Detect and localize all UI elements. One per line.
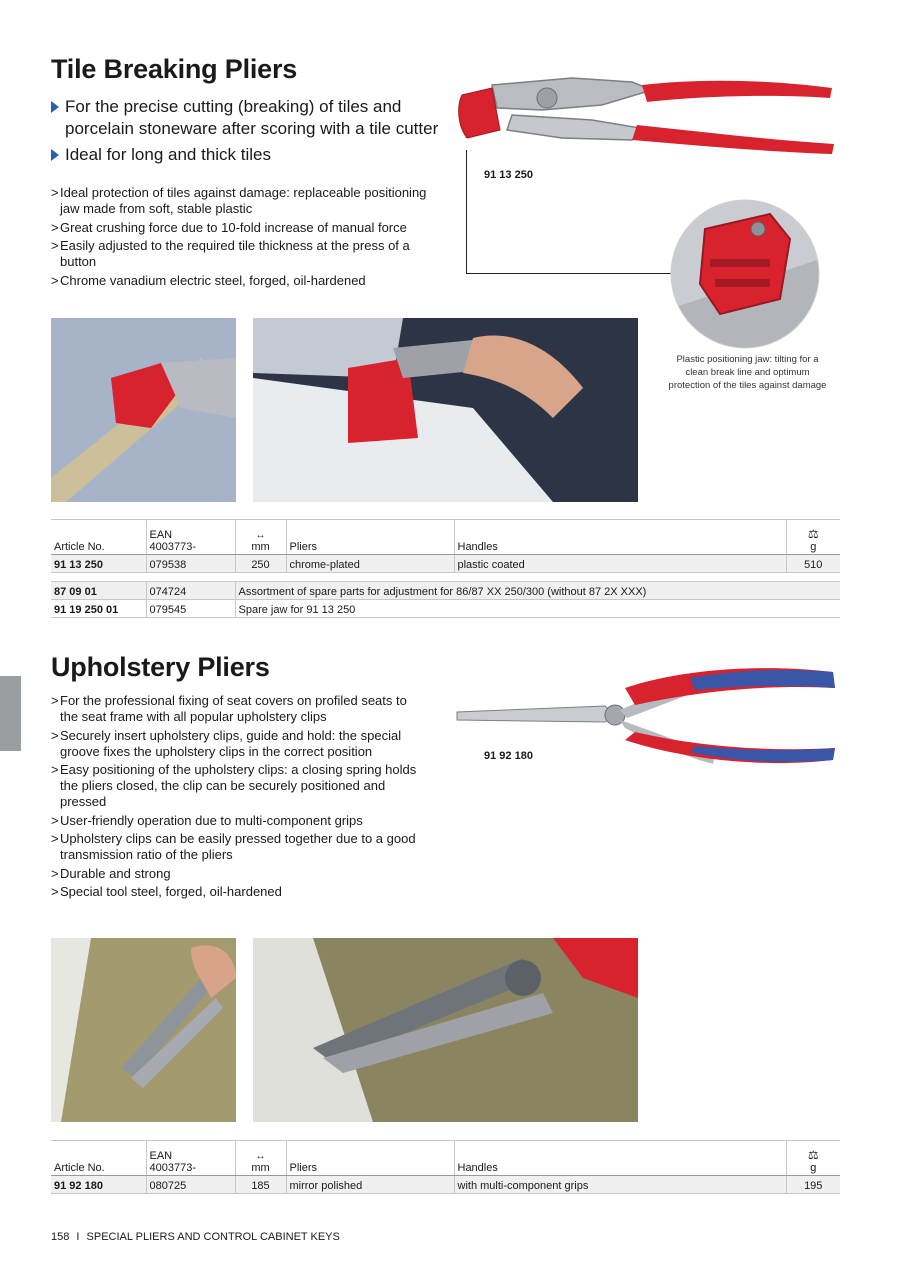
table-row: 91 19 250 01 079545 Spare jaw for 91 13 250	[51, 600, 840, 618]
page-footer	[51, 1231, 340, 1243]
jaw-detail-circle	[670, 199, 820, 349]
tile-section-title: Tile Breaking Pliers	[51, 54, 298, 84]
upholstery-photo-2	[253, 938, 638, 1122]
leader-line	[466, 273, 682, 274]
col-ean: EAN 4003773-	[146, 1141, 235, 1176]
length-arrow-icon: ↔	[255, 530, 266, 541]
tile-product-label: 91 13 250	[484, 169, 533, 181]
feature-item: > Upholstery clips can be easily pressed together due to a good transmission ratio of the pliers	[51, 831, 421, 863]
chapter-side-tab	[0, 676, 21, 751]
tile-photo-2	[253, 318, 638, 502]
feature-item: > For the professional fixing of seat covers on profiled seats to the seat frame with all popular upholstery clips	[51, 693, 421, 725]
feature-item: > Easy positioning of the upholstery clips: a closing spring holds the pliers closed, the clip can be securely positioned and pressed	[51, 762, 421, 810]
upholstery-spec-table	[51, 1140, 840, 1194]
jaw-detail-caption: Plastic positioning jaw: tilting for a clean break line and optimum protection of the tiles against damage	[668, 354, 827, 391]
feature-item: > Special tool steel, forged, oil-hardened	[51, 884, 421, 900]
feature-item: > Chrome vanadium electric steel, forged, oil-hardened	[51, 273, 431, 289]
feature-item: > Easily adjusted to the required tile thickness at the press of a button	[51, 238, 431, 270]
feature-item: > User-friendly operation due to multi-component grips	[51, 813, 421, 829]
tile-feature-list	[51, 185, 431, 291]
footer-separator: I	[76, 1231, 80, 1243]
col-weight: ⚖ g	[786, 520, 840, 555]
col-weight: ⚖ g	[786, 1141, 840, 1176]
col-article: Article No.	[51, 520, 146, 555]
col-pliers: Pliers	[286, 1141, 454, 1176]
table-row: 91 13 250 079538 250 chrome-plated plastic coated 510	[51, 555, 840, 573]
feature-item: > Durable and strong	[51, 866, 421, 882]
page-number: 158	[51, 1231, 70, 1243]
length-arrow-icon: ↔	[255, 1151, 266, 1162]
table-row: 87 09 01 074724 Assortment of spare parts for adjustment for 86/87 XX 250/300 (without 87 2X XXX)	[51, 582, 840, 600]
col-handles: Handles	[454, 520, 786, 555]
scale-icon: ⚖	[807, 527, 819, 541]
tile-bullet-1: For the precise cutting (breaking) of tiles and porcelain stoneware after scoring with a tile cutter	[51, 96, 445, 140]
upholstery-section-title: Upholstery Pliers	[51, 652, 270, 682]
col-article: Article No.	[51, 1141, 146, 1176]
col-length: ↔ mm	[235, 520, 286, 555]
table-header	[51, 520, 840, 555]
col-ean: EAN 4003773-	[146, 520, 235, 555]
feature-item: > Great crushing force due to 10-fold increase of manual force	[51, 220, 431, 236]
upholstery-photo-1	[51, 938, 236, 1122]
bullet-triangle-icon	[51, 149, 59, 161]
upholstery-product-label: 91 92 180	[484, 750, 533, 762]
tile-pliers-illustration	[452, 60, 842, 170]
upholstery-feature-list	[51, 693, 421, 903]
table-header	[51, 1141, 840, 1176]
col-handles: Handles	[454, 1141, 786, 1176]
table-row: 91 92 180 080725 185 mirror polished with multi-component grips 195	[51, 1176, 840, 1194]
scale-icon: ⚖	[807, 1148, 819, 1162]
tile-bullet-2: Ideal for long and thick tiles	[51, 144, 445, 166]
bullet-triangle-icon	[51, 101, 59, 113]
feature-item: > Ideal protection of tiles against damage: replaceable positioning jaw made from soft, stable plastic	[51, 185, 431, 217]
footer-section: SPECIAL PLIERS AND CONTROL CABINET KEYS	[86, 1231, 340, 1243]
col-pliers: Pliers	[286, 520, 454, 555]
col-length: ↔ mm	[235, 1141, 286, 1176]
tile-photo-1	[51, 318, 236, 502]
feature-item: > Securely insert upholstery clips, guide and hold: the special groove fixes the upholstery clips in the correct position	[51, 728, 421, 760]
leader-line	[466, 150, 467, 274]
tile-spec-table	[51, 519, 840, 618]
